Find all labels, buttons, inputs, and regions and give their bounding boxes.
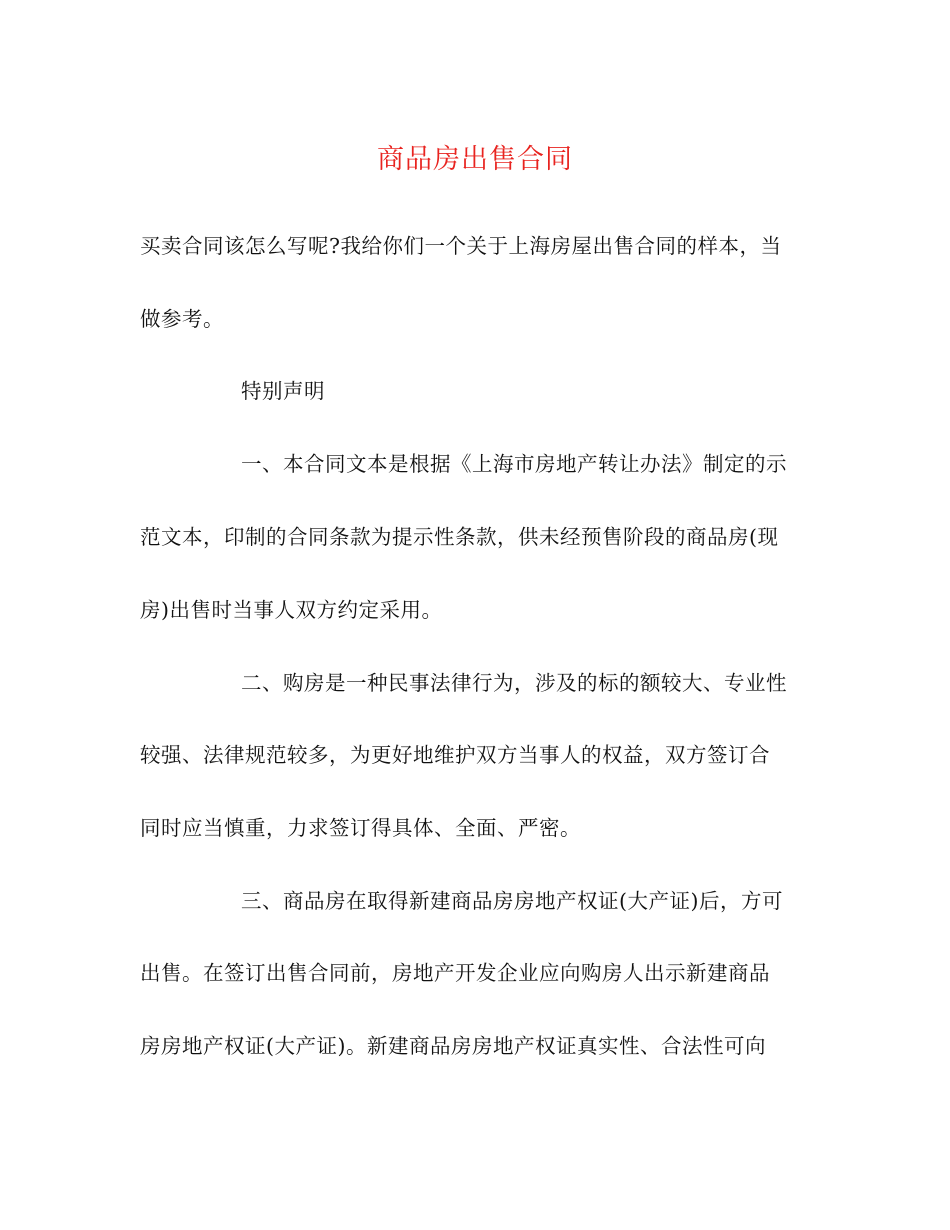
clause-2-line-3: 同时应当慎重，力求签订得具体、全面、严密。 — [140, 816, 581, 840]
clause-3-line-3: 房房地产权证(大产证)。新建商品房房地产权证真实性、合法性可向 — [140, 1034, 766, 1058]
clause-3-line-1: 三、商品房在取得新建商品房房地产权证(大产证)后，方可 — [241, 889, 783, 913]
intro-line-2: 做参考。 — [140, 307, 224, 331]
intro-line-1: 买卖合同该怎么写呢?我给你们一个关于上海房屋出售合同的样本，当 — [140, 234, 782, 258]
clause-2-line-1: 二、购房是一种民事法律行为，涉及的标的额较大、专业性 — [241, 671, 787, 695]
section-heading-special-statement: 特别声明 — [241, 379, 325, 403]
clause-1-line-2: 范文本，印制的合同条款为提示性条款，供未经预售阶段的商品房(现 — [140, 525, 779, 549]
clause-2-line-2: 较强、法律规范较多，为更好地维护双方当事人的权益，双方签订合 — [140, 743, 770, 767]
clause-1-line-1: 一、本合同文本是根据《上海市房地产转让办法》制定的示 — [241, 452, 787, 476]
clause-1-line-3: 房)出售时当事人双方约定采用。 — [140, 598, 443, 622]
clause-3-line-2: 出售。在签订出售合同前，房地产开发企业应向购房人出示新建商品 — [140, 961, 770, 985]
document-title: 商品房出售合同 — [377, 144, 573, 175]
